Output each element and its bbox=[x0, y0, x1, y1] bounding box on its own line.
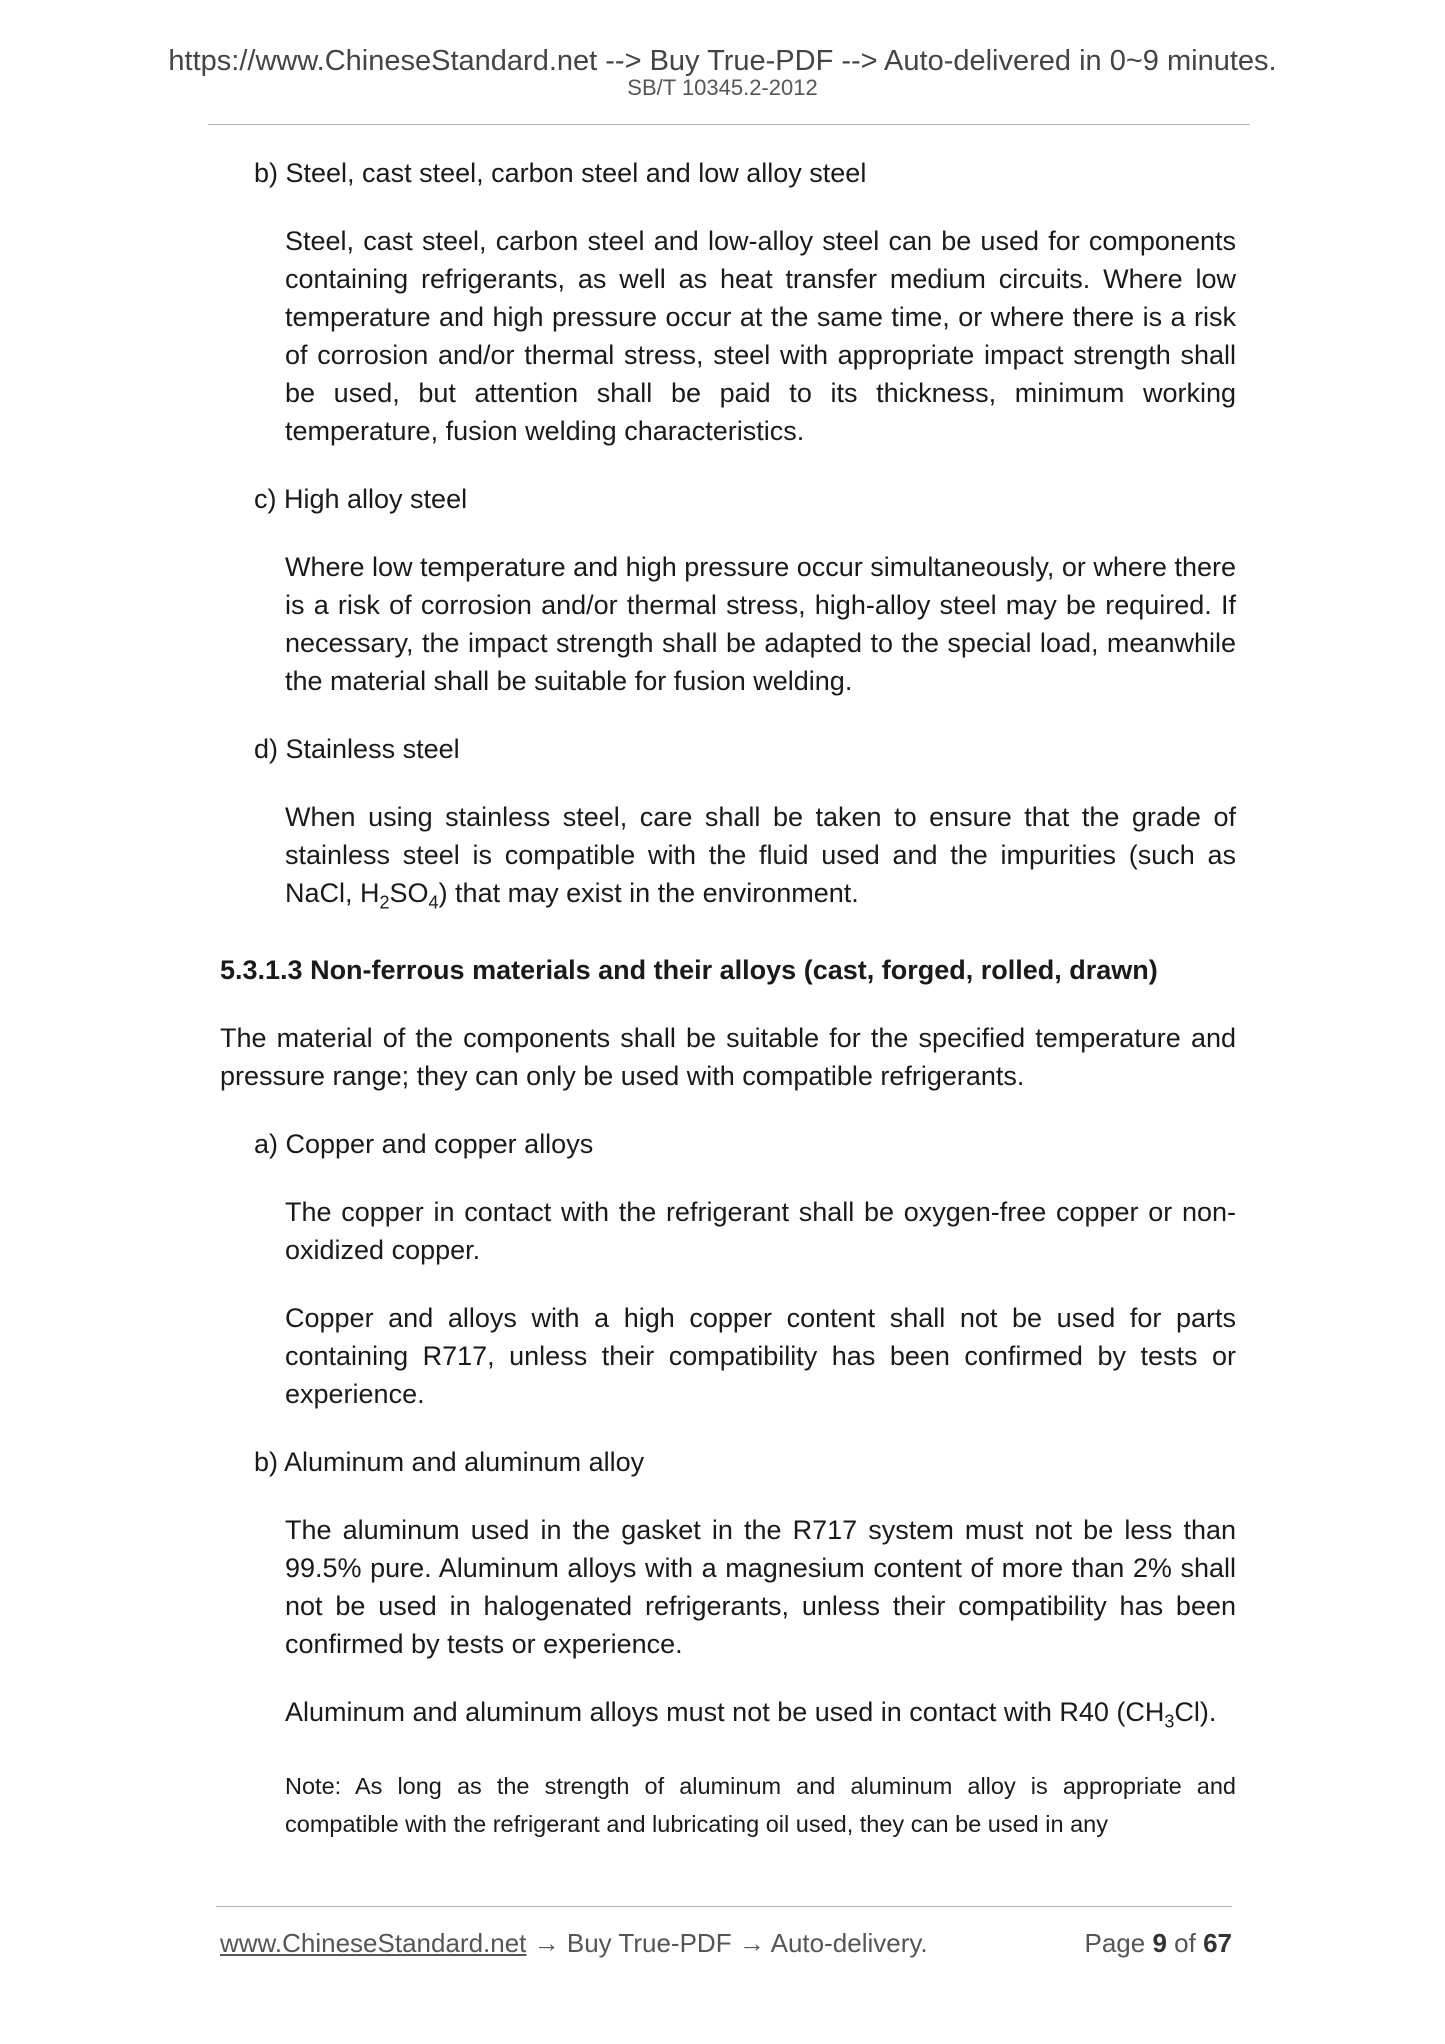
page-total: 67 bbox=[1203, 1928, 1232, 1958]
item-b-aluminum-paragraph-2 bbox=[285, 1693, 1236, 1740]
source-banner: https://www.ChineseStandard.net --> Buy True-PDF --> Auto-delivered in 0~9 minutes. bbox=[168, 45, 1277, 77]
subscript-2: 2 bbox=[379, 892, 390, 913]
arrow-right-icon: → bbox=[738, 1928, 765, 1958]
section-5-3-1-3-heading: 5.3.1.3 Non-ferrous materials and their alloys (cast, forged, rolled, drawn) bbox=[220, 955, 1158, 986]
item-b-heading: b) Steel, cast steel, carbon steel and low alloy steel bbox=[254, 158, 867, 188]
item-d-text-part1: When using stainless steel, care shall be taken to ensure that the grade of stainless steel is compatible with the fluid used and the impurities (such as NaCl, H bbox=[285, 802, 1236, 908]
page-footer bbox=[220, 1926, 1232, 1960]
page-content bbox=[0, 154, 1445, 1843]
header-divider bbox=[208, 124, 1250, 125]
item-a-copper-paragraph-1: The copper in contact with the refrigerant shall be oxygen-free copper or non-oxidized copper. bbox=[285, 1197, 1236, 1266]
page-of: of bbox=[1174, 1928, 1196, 1958]
item-d-heading: d) Stainless steel bbox=[254, 734, 460, 764]
item-d-text-part2: SO bbox=[389, 878, 429, 908]
site-link[interactable]: www.ChineseStandard.net bbox=[220, 1928, 527, 1958]
aluminum-text-part1: Aluminum and aluminum alloys must not be used in contact with R40 (CH bbox=[285, 1697, 1165, 1728]
page-current: 9 bbox=[1152, 1928, 1167, 1958]
document-code: SB/T 10345.2-2012 bbox=[627, 75, 818, 100]
page-label: Page bbox=[1084, 1928, 1146, 1958]
item-d-paragraph bbox=[285, 798, 1236, 921]
item-b-aluminum-heading: b) Aluminum and aluminum alloy bbox=[254, 1447, 645, 1478]
section-5-3-1-3-paragraph: The material of the components shall be suitable for the specified temperature and pressure range; they can only be used with compatible refrigerants. bbox=[220, 1023, 1236, 1092]
note-paragraph: Note: As long as the strength of aluminum and aluminum alloy is appropriate and compatible with the refrigerant and lubricating oil used, they can be used in any bbox=[285, 1772, 1236, 1837]
buy-text: Buy True-PDF bbox=[566, 1928, 732, 1958]
page-number bbox=[1084, 1926, 1232, 1960]
arrow-right-icon: → bbox=[533, 1928, 560, 1958]
item-d-text-part3: ) that may exist in the environment. bbox=[438, 878, 859, 908]
footer-left bbox=[220, 1926, 928, 1960]
item-b-paragraph: Steel, cast steel, carbon steel and low-alloy steel can be used for components containing refrigerants, as well as heat transfer medium circuits. Where low temperature and high pressure occur at the same time, or where there is a risk of corrosion and/or thermal stress, steel with appropriate impact strength shall be used, but attention shall be paid to its thickness, minimum working temperature, fusion welding characteristics. bbox=[285, 226, 1236, 446]
item-c-heading: c) High alloy steel bbox=[254, 484, 468, 514]
subscript-4: 4 bbox=[428, 892, 439, 913]
item-a-copper-heading: a) Copper and copper alloys bbox=[254, 1129, 594, 1160]
aluminum-text-part2: Cl). bbox=[1174, 1697, 1217, 1728]
item-a-copper-paragraph-2: Copper and alloys with a high copper content shall not be used for parts containing R717, unless their compatibility has been confirmed by tests or experience. bbox=[285, 1303, 1236, 1410]
item-c-paragraph: Where low temperature and high pressure occur simultaneously, or where there is a risk of corrosion and/or thermal stress, high-alloy steel may be required. If necessary, the impact strength shall be adapted to the special load, meanwhile the material shall be suitable for fusion welding. bbox=[285, 552, 1236, 696]
footer-divider bbox=[216, 1906, 1232, 1907]
delivery-text: Auto-delivery. bbox=[770, 1928, 928, 1958]
subscript-3: 3 bbox=[1164, 1711, 1175, 1732]
item-b-aluminum-paragraph-1: The aluminum used in the gasket in the R717 system must not be less than 99.5% pure. Aluminum alloys with a magnesium content of more than 2% shall not be used in halogenated refrigerants, unless their compatibility has been confirmed by tests or experience. bbox=[285, 1515, 1236, 1660]
